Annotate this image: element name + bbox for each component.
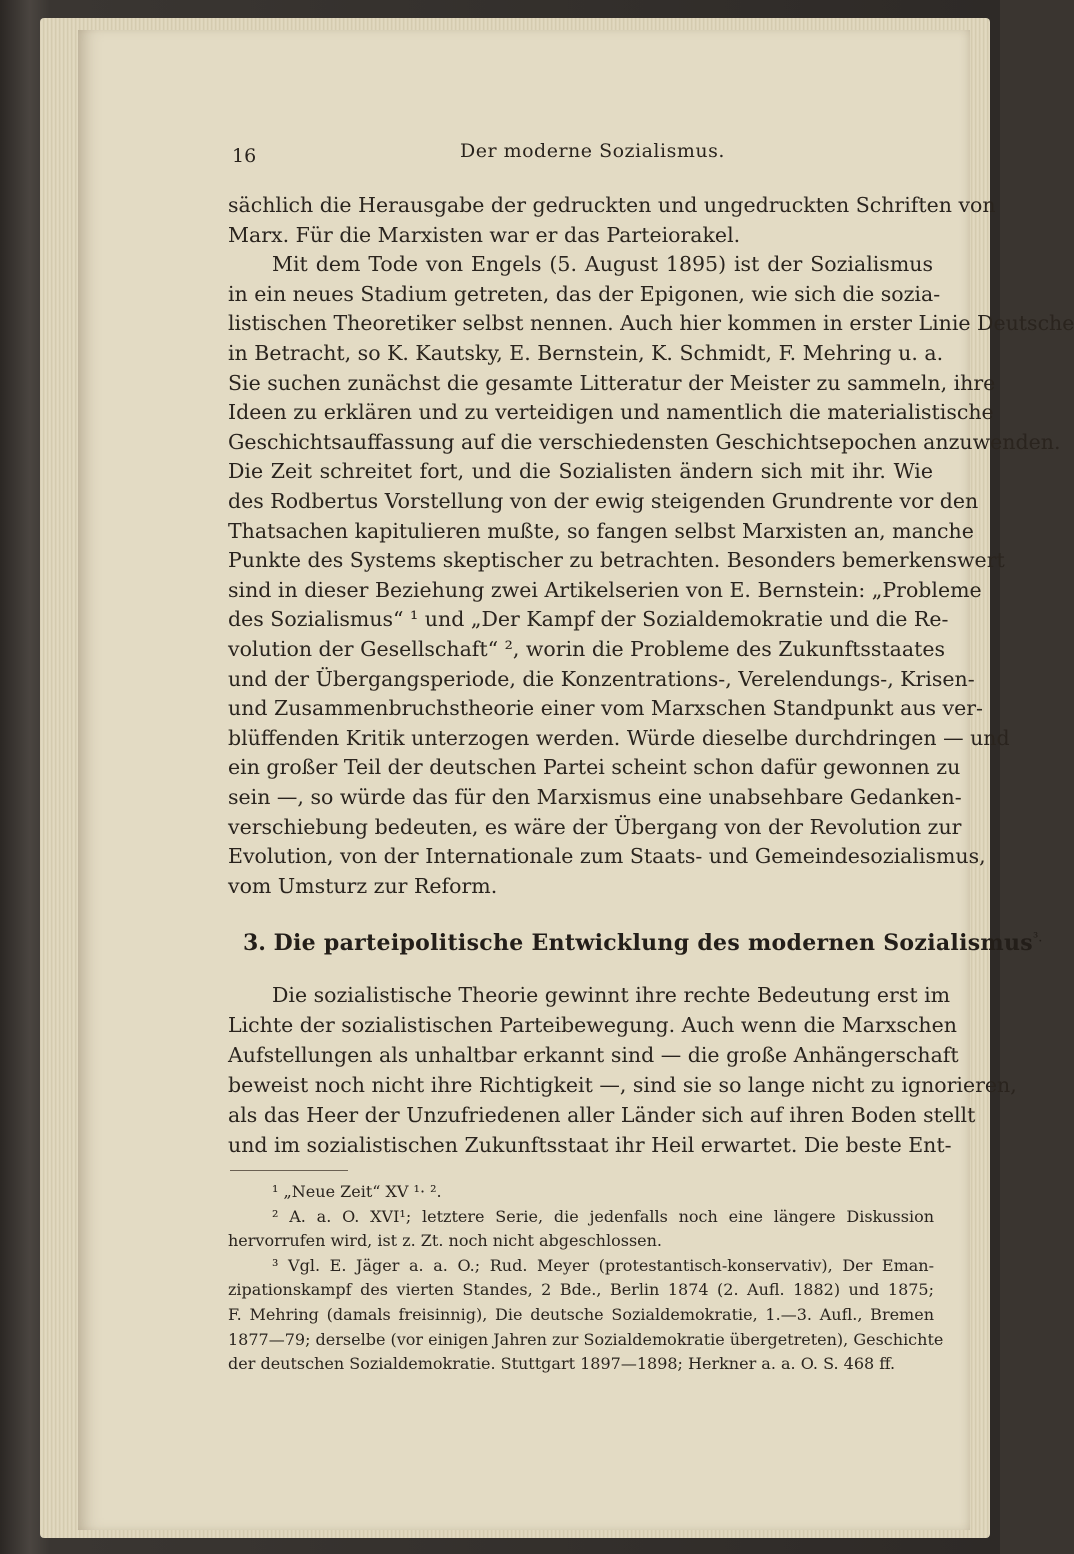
text-line: des Sozialismus“ ¹ und „Der Kampf der Sozialdemokratie und die Re- xyxy=(228,607,949,632)
text-line: Thatsachen kapitulieren mußte, so fangen selbst Marxisten an, manche xyxy=(228,518,974,543)
text-line: sind in dieser Beziehung zwei Artikelserien von E. Bernstein: „Probleme xyxy=(228,577,982,602)
page-number: 16 xyxy=(232,145,257,167)
footnote-line: der deutschen Sozialdemokratie. Stuttgart 1897—1898; Herkner a. a. O. S. 468 ff. xyxy=(228,1354,896,1374)
running-title: Der moderne Sozialismus. xyxy=(460,140,725,162)
footnote-rule xyxy=(230,1170,348,1171)
footnote-line: hervorrufen wird, ist z. Zt. noch nicht abgeschlossen. xyxy=(228,1231,663,1251)
text-line: und der Übergangsperiode, die Konzentrations-, Verelendungs-, Krisen- xyxy=(228,666,975,691)
text-line: Evolution, von der Internationale zum Staats- und Gemeindesozialismus, xyxy=(228,844,986,869)
section-number: 3. xyxy=(243,930,266,956)
text-line: listischen Theoretiker selbst nennen. Auch hier kommen in erster Linie Deutsche xyxy=(228,311,1074,336)
text-line: Marx. Für die Marxisten war er das Parteiorakel. xyxy=(228,222,741,247)
text-line: sächlich die Herausgabe der gedruckten und ungedruckten Schriften von xyxy=(228,193,996,217)
text-line: Punkte des Systems skeptischer zu betrachten. Besonders bemerkenswert xyxy=(228,548,1005,573)
text-line: vom Umsturz zur Reform. xyxy=(228,873,498,898)
text-line: Aufstellungen als unhaltbar erkannt sind — die große Anhängerschaft xyxy=(228,1043,959,1067)
text-line: und Zusammenbruchstheorie einer vom Marxschen Standpunkt aus ver- xyxy=(228,696,983,721)
footnote-line: zipationskampf des vierten Standes, 2 Bde., Berlin 1874 (2. Aufl. 1882) und 1875; xyxy=(228,1280,934,1300)
text-line: volution der Gesellschaft“ ², worin die Probleme des Zukunftsstaates xyxy=(228,637,946,661)
section-title: Die parteipolitische Entwicklung des modernen Sozialismus xyxy=(273,930,1033,956)
section-heading xyxy=(243,930,1043,956)
text-line: und im sozialistischen Zukunftsstaat ihr Heil erwartet. Die beste Ent- xyxy=(228,1133,952,1157)
text-line: sein —, so würde das für den Marxismus eine unabsehbare Gedanken- xyxy=(228,785,962,809)
text-line: blüffenden Kritik unterzogen werden. Würde dieselbe durchdringen — und xyxy=(228,725,1010,750)
text-line: ein großer Teil der deutschen Partei scheint schon dafür gewonnen zu xyxy=(228,755,961,780)
footnote-line: 1877—79; derselbe (vor einigen Jahren zur Sozialdemokratie übergetreten), Geschichte xyxy=(228,1329,944,1349)
text-line: Sie suchen zunächst die gesamte Litteratur der Meister zu sammeln, ihre xyxy=(228,370,996,395)
text-line: Geschichtsauffassung auf die verschiedensten Geschichtsepochen anzuwenden. xyxy=(228,429,1061,454)
text-line: in ein neues Stadium getreten, das der Epigonen, wie sich die sozia- xyxy=(228,281,941,306)
text-line: verschiebung bedeuten, es wäre der Übergang von der Revolution zur xyxy=(228,814,962,839)
text-line: Die Zeit schreitet fort, und die Sozialisten ändern sich mit ihr. Wie xyxy=(228,459,933,484)
footnote-line: ² A. a. O. XVI¹; letztere Serie, die jedenfalls noch eine längere Diskussion xyxy=(272,1206,934,1226)
footnote-line: ³ Vgl. E. Jäger a. a. O.; Rud. Meyer (protestantisch-konservativ), Der Eman- xyxy=(272,1255,934,1275)
text-line: Die sozialistische Theorie gewinnt ihre rechte Bedeutung erst im xyxy=(272,983,951,1007)
text-line: als das Heer der Unzufriedenen aller Länder sich auf ihren Boden stellt xyxy=(228,1103,976,1127)
text-line: beweist noch nicht ihre Richtigkeit —, sind sie so lange nicht zu ignorieren, xyxy=(228,1073,1017,1097)
text-line: Mit dem Tode von Engels (5. August 1895) ist der Sozialismus xyxy=(272,252,933,277)
section-footnote-mark: ³. xyxy=(1032,930,1043,946)
text-line: des Rodbertus Vorstellung von der ewig steigenden Grundrente vor den xyxy=(228,489,979,513)
footnote-line: F. Mehring (damals freisinnig), Die deutsche Sozialdemokratie, 1.—3. Aufl., Bremen xyxy=(228,1305,934,1324)
text-line: Lichte der sozialistischen Parteibewegung. Auch wenn die Marxschen xyxy=(228,1013,957,1037)
text-line: in Betracht, so K. Kautsky, E. Bernstein, K. Schmidt, F. Mehring u. a. xyxy=(228,341,944,365)
footnote-line: ¹ „Neue Zeit“ XV ¹· ². xyxy=(272,1182,442,1201)
text-line: Ideen zu erklären und zu verteidigen und namentlich die materialistische xyxy=(228,400,994,425)
